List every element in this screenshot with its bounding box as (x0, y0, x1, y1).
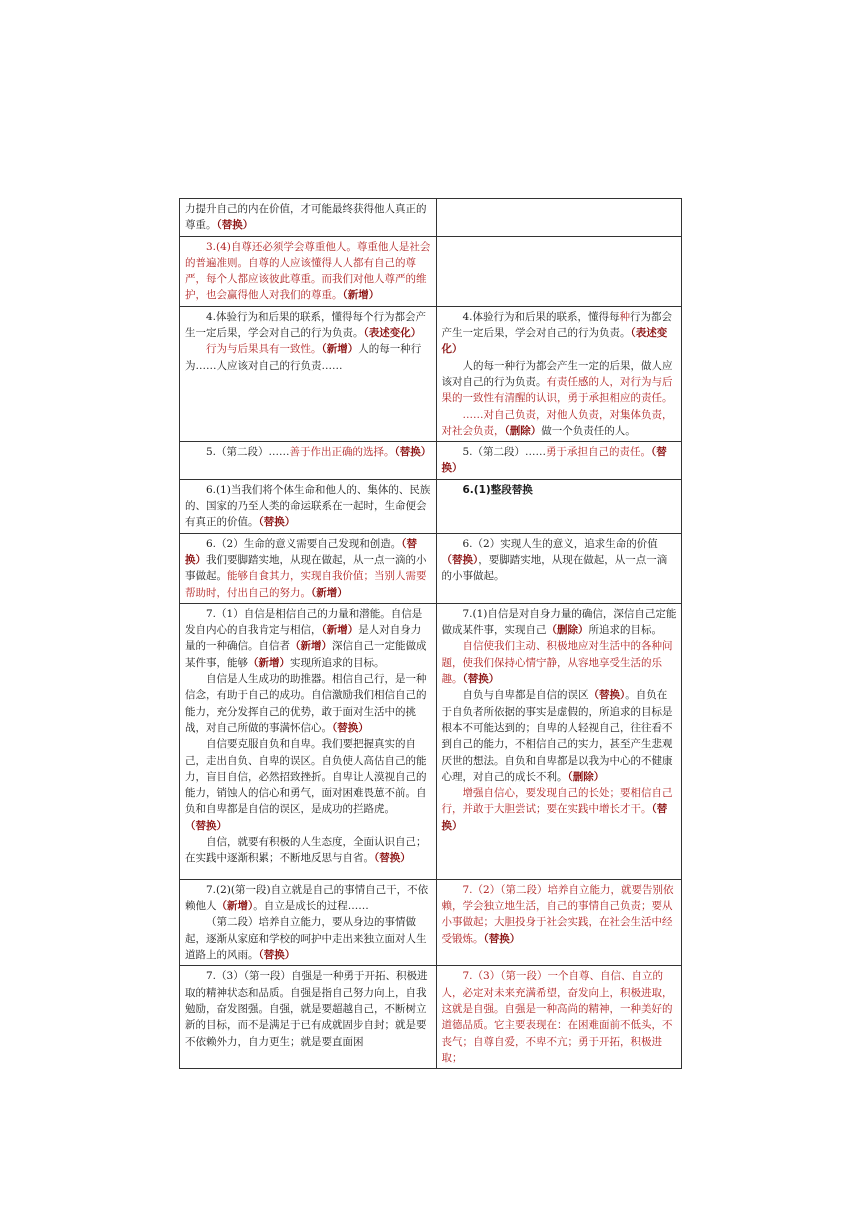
comparison-table (179, 198, 682, 1069)
cell-paragraph (185, 606, 432, 671)
highlighted-text: 有责任感的人，对行为与后果的一致性有清醒的认识，勇于承担相应的责任。 (441, 375, 673, 405)
text-span: 人的每一种行为……人应该对自己的行负责…… (185, 343, 422, 372)
change-tag: （替换） (483, 932, 521, 945)
cell-paragraph (442, 482, 678, 498)
old-text-cell (180, 533, 437, 603)
new-text-cell (436, 442, 682, 480)
text-span: 人的每一种行为都会产生一定的后果，做人应该对自己的行为负责。 (441, 359, 673, 388)
text-span: 自信，就要有积极的人生态度，全面认识自己；在实践中逐渐积累；不断地反思与自省。 (185, 835, 427, 865)
new-text-cell (436, 533, 682, 603)
text-span: 4.体验行为和后果的联系，懂得每 (462, 310, 620, 323)
highlighted-text: 勇于承担自己的责任。 (546, 446, 652, 459)
text-span: 7.(1)自信是对自身力量的确信，深信自己定能做成某件事，实现自己 (441, 607, 677, 637)
cell-paragraph (442, 606, 678, 639)
cell-paragraph (185, 736, 432, 834)
new-text-cell (436, 306, 682, 441)
cell-paragraph (442, 358, 678, 407)
old-text-cell (180, 479, 437, 533)
highlighted-text: 3.(4)自尊还必须学会尊重他人。尊重他人是社会的普遍准则。自尊的人应该懂得人人都有自己的尊严，每个人都应该彼此尊重。而我们对他人尊严的维护，也会赢得他人对我们的尊重。 (185, 240, 431, 302)
new-text-cell (436, 879, 682, 965)
change-tag: （替换） (216, 219, 254, 232)
text-span: 自信要克服自负和自卑。我们要把握真实的自己，走出自负、自卑的误区。自负使人高估自己的能力，盲目自信，必然招致挫折。自卑让人漠视自己的能力，销蚀人的信心和勇气，面对困难畏葸不前。自负和自卑都是自信的误区，是成功的拦路虎。 (185, 738, 427, 816)
change-tag: （替换） (441, 446, 667, 475)
change-tag: （表述变化） (441, 327, 668, 356)
text-span: 6.(1)当我们将个体生命和他人的、集体的、民族的、国家的乃至人类的命运联系在一起时，生命便会有真正的价值。 (185, 483, 431, 529)
change-tag: （替换） (441, 803, 668, 832)
cell-paragraph (185, 444, 432, 460)
change-tag: （替换） (588, 689, 626, 702)
cell-paragraph (185, 239, 432, 304)
change-tag: （替换） (441, 553, 479, 566)
cell-paragraph (185, 341, 432, 374)
cell-paragraph (185, 834, 432, 867)
table-row (180, 533, 682, 603)
highlighted-text: 7.（2）（第二段）培养自立能力，就要告别依赖，学会独立地生活，自己的事情自己负责；要从小事做起；大胆投身于社会实践，在社会生活中经受锻炼。 (441, 883, 674, 945)
old-text-cell (180, 199, 437, 237)
old-text-cell (180, 306, 437, 441)
text-span: 。自立是成长的过程…… (253, 900, 369, 913)
text-span: 6.（2）生命的意义需要自己发现和创造。 (206, 537, 402, 550)
cell-paragraph (185, 536, 432, 601)
text-span: 自信是人生成功的助推器。相信自己行，是一种信念，有助于自己的成功。自信激励我们相信自己的能力，充分发挥自己的优势，敢于面对生活中的挑战，对自己所做的事满怀信心。 (185, 673, 427, 734)
text-span: 做一个负责任的人。 (541, 424, 636, 437)
cell-paragraph (442, 407, 678, 440)
cell-paragraph (442, 785, 678, 834)
cell-paragraph (185, 482, 432, 531)
change-tag: （替换） (374, 852, 411, 865)
text-span: 7.（1）自信是相信自己的力量和潜能。自信是发自内心的自我肯定与相信， (185, 607, 423, 637)
table-row (180, 479, 682, 533)
cell-paragraph (185, 309, 432, 342)
table-row (180, 966, 682, 1069)
highlighted-text: 7.（3）（第一段）一个自尊、自信、自立的人，必定对未来充满希望，奋发向上，积极进取，这就是自强。自强是一种高尚的精神，一种美好的道德品质。它主要表现在：在困难面前不低头，不丧气；自尊自爱，不卑不亢；勇于开拓，积极进取； (441, 970, 673, 1064)
text-span: 力提升自己的内在价值，才可能最终获得他人真正的尊重。 (185, 203, 427, 232)
change-tag: （删除） (504, 424, 542, 437)
text-span: 深信自己一定能做成某件事，能够 (185, 640, 427, 669)
change-tag: （替换） (258, 516, 296, 529)
table-row (180, 603, 682, 879)
new-text-cell (436, 479, 682, 533)
text-span: 4.体验行为和后果的联系，懂得每个行为都会产生一定后果，学会对自己的行为负责。 (185, 310, 427, 340)
table-row (180, 442, 682, 480)
change-tag: （新增） (248, 656, 290, 669)
change-tag: （新增） (321, 343, 359, 356)
table-row (180, 199, 682, 237)
change-tag: （替换） (185, 537, 417, 566)
cell-paragraph (185, 201, 432, 234)
cell-paragraph (442, 882, 678, 947)
highlighted-text: ……对自己负责，对他人负责，对集体负责，对社会负责， (441, 408, 673, 437)
old-text-cell (180, 966, 437, 1069)
highlighted-text: 自信使我们主动、积极地应对生活中的各种问题，使我们保持心情宁静，从容地享受生活的乐趣。 (441, 640, 673, 686)
text-span: 5.（第二段）…… (206, 446, 290, 459)
text-span: （第二段）培养自立能力，要从身边的事情做起，逐渐从家庭和学校的呵护中走出来独立面对人生道路上的风雨。 (185, 916, 427, 962)
new-text-cell (436, 199, 682, 237)
change-tag: （替换） (332, 721, 369, 734)
new-text-cell (436, 603, 682, 879)
cell-paragraph (442, 309, 678, 358)
highlighted-text: 能够自食其力，实现自我价值；当别人需要帮助时，付出自己的努力。 (185, 570, 427, 599)
change-tag: （删除） (567, 770, 605, 783)
change-tag: （新增） (342, 289, 380, 302)
change-tag: （替换） (185, 819, 227, 832)
bold-text: 6.(1)整段替换 (462, 483, 533, 496)
text-span: 5.（第二段）…… (462, 446, 547, 459)
change-tag: （新增） (311, 586, 348, 599)
table-row (180, 879, 682, 965)
change-tag: （替换） (394, 446, 432, 459)
change-tag: （删除） (546, 624, 589, 637)
old-text-cell (180, 603, 437, 879)
text-span: 是人对自身力量的一种确信。自信者 (185, 624, 422, 653)
cell-paragraph (185, 914, 432, 963)
change-tag: （替换） (258, 949, 296, 962)
old-text-cell (180, 442, 437, 480)
highlighted-text: 增强自信心，要发现自己的长处；要相信自己行，并敢于大胆尝试；要在实践中增长才干。 (441, 787, 673, 816)
cell-paragraph (185, 882, 432, 915)
cell-paragraph (185, 671, 432, 736)
change-tag: （新增） (321, 624, 359, 637)
text-span: 。自负在于自负者所依据的事实是虚假的，所追求的目标是根本不可能达到的；自卑的人轻视自己，往往看不到自己的能力，不相信自己的实力，甚至产生悲观厌世的想法。自负和自卑都是以我为中心的不健康心理，对自己的成长不利。 (441, 689, 673, 783)
change-tag: （新增） (216, 900, 254, 913)
change-tag: （新增） (290, 640, 332, 653)
text-span: 所追求的目标。 (588, 624, 662, 637)
highlighted-text: 种 (619, 310, 631, 323)
cell-paragraph (442, 638, 678, 687)
table-row (180, 306, 682, 441)
text-span: 行为都会产生一定后果，学会对自己的行为负责。 (441, 310, 673, 340)
text-span: 6.（2）实现人生的意义，追求生命的价值 (462, 537, 658, 550)
cell-paragraph (185, 968, 432, 1049)
new-text-cell (436, 236, 682, 306)
text-span: ，要脚踏实地，从现在做起，从一点一滴的小事做起。 (441, 553, 668, 583)
cell-paragraph (442, 968, 678, 1066)
highlighted-text: 善于作出正确的选择。 (289, 446, 395, 459)
text-span: 我们要脚踏实地，从现在做起，从一点一滴的小事做起。 (185, 553, 427, 583)
cell-paragraph (442, 687, 678, 785)
text-span: 7.(2)(第一段)自立就是自己的事情自己干，不依赖他人 (185, 883, 429, 913)
highlighted-text: 行为与后果具有一致性。 (206, 343, 322, 356)
old-text-cell (180, 879, 437, 965)
text-span: 7.（3）（第一段）自强是一种勇于开拓、积极进取的精神状态和品质。自强是指自己努力向上，自我勉励，奋发图强。自强，就是要超越自己，不断树立新的目标，而不是满足于已有成就固步自封；就是要不依赖外力，自力更生；就是要直面困 (185, 970, 428, 1048)
text-span: 实现所追求的目标。 (290, 656, 385, 669)
change-tag: （替换） (462, 673, 500, 686)
table-row (180, 236, 682, 306)
cell-paragraph (442, 536, 678, 585)
old-text-cell (180, 236, 437, 306)
change-tag: （表述变化） (363, 327, 422, 340)
cell-paragraph (442, 444, 678, 477)
text-span: 自负与自卑都是自信的误区 (462, 689, 589, 702)
new-text-cell (436, 966, 682, 1069)
